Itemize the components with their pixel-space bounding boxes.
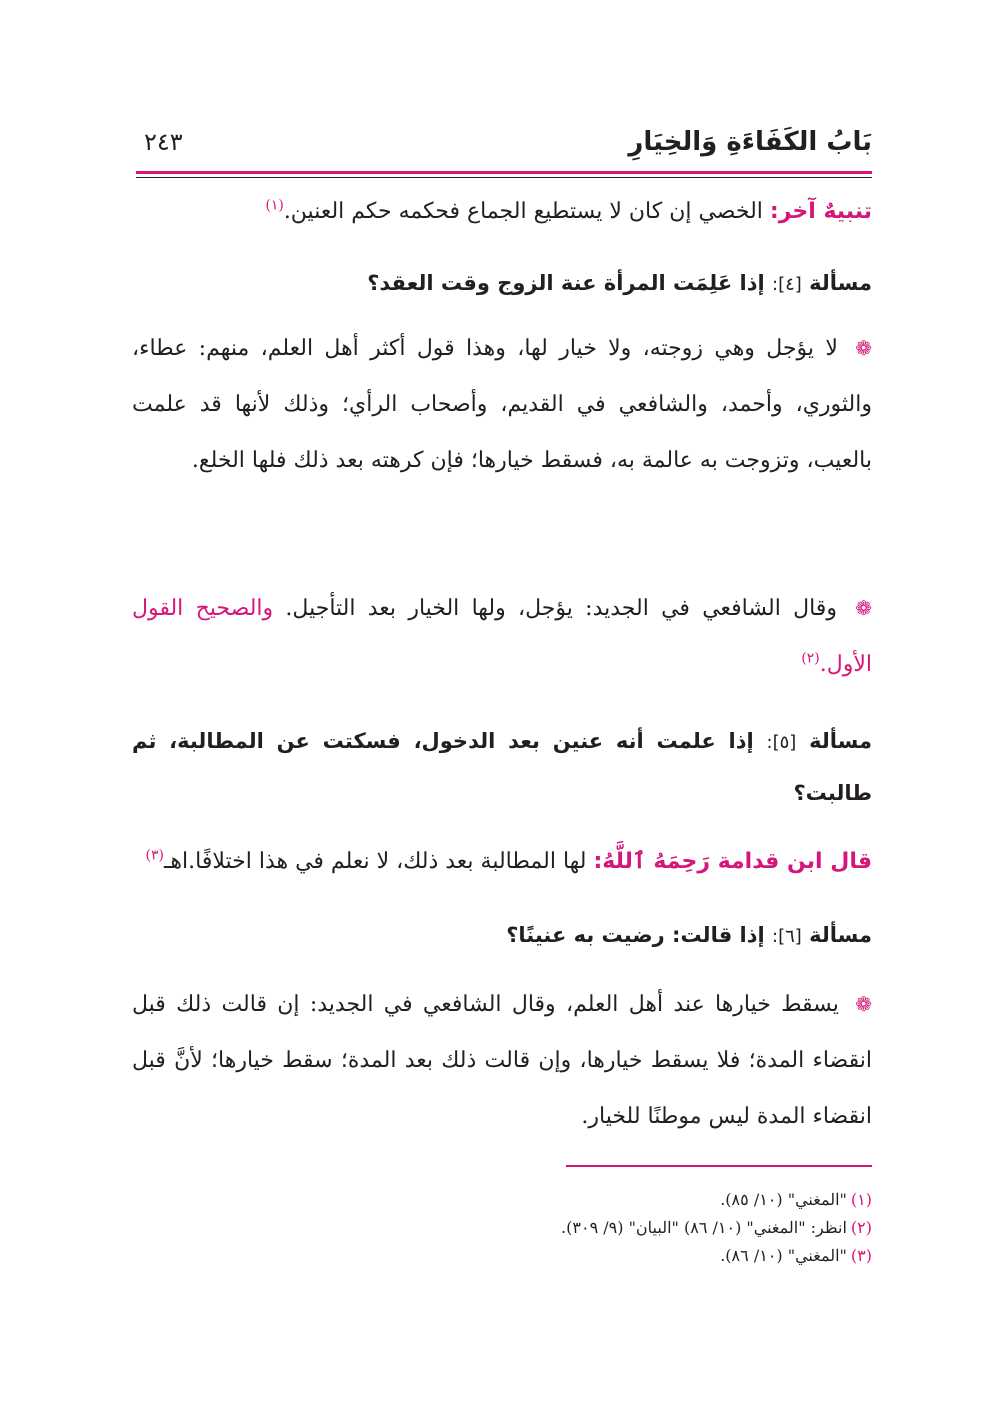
tanbih-label: تنبيهٌ آخر: (769, 199, 872, 224)
footnote-text: انظر: "المغني" (١٠/ ٨٦) "البيان" (٩/ ٣٠٩). (561, 1218, 847, 1237)
footnote-text: "المغني" (١٠/ ٨٦). (720, 1246, 847, 1265)
question-4 (132, 258, 872, 310)
footnote-ref-1[interactable]: (١) (265, 197, 284, 214)
footnote-number: (١) (850, 1190, 872, 1209)
quote-author: قال ابن قدامة رَحِمَهُ ٱللَّهُ: (593, 849, 872, 874)
paragraph-text: لا يؤجل وهي زوجته، ولا خيار لها، وهذا قول أكثر أهل العلم، منهم: عطاء، والثوري، وأحمد، والشافعي في القديم، وأصحاب الرأي؛ وذلك لأنها قد علمت بالعيب، وتزوجت به عالمة به، فسقط خيارها؛ فإن كرهته بعد ذلك فلها الخلع. (132, 336, 872, 473)
question-text: إذا عَلِمَت المرأة عنة الزوج وقت العقد؟ (367, 271, 772, 295)
header-rule-pink (136, 171, 872, 174)
tanbih-paragraph (132, 184, 872, 240)
footnote-separator (566, 1165, 872, 1167)
header-rule-dark (136, 177, 872, 178)
footnote-1 (132, 1186, 872, 1214)
question-6 (132, 910, 872, 962)
footnote-ref-2[interactable]: (٢) (801, 650, 820, 667)
quote-text: لها المطالبة بعد ذلك، لا نعلم في هذا اختلافًا.اهـ (163, 849, 594, 874)
footnote-text: "المغني" (١٠/ ٨٥). (720, 1190, 847, 1209)
footnote-number: (٢) (850, 1218, 872, 1237)
flower-icon: ❁ (855, 596, 872, 620)
question-number: [٤]: (772, 274, 802, 295)
answer-paragraph-3 (132, 976, 872, 1145)
question-text: إذا قالت: رضيت به عنينًا؟ (506, 923, 772, 947)
footnote-2 (132, 1214, 872, 1242)
tanbih-text: الخصي إن كان لا يستطيع الجماع فحكمه حكم العنين. (283, 199, 770, 224)
footnote-3 (132, 1242, 872, 1270)
answer-paragraph-1 (132, 320, 872, 489)
question-5 (132, 716, 872, 818)
question-label: مسألة (809, 729, 872, 753)
footnotes (132, 1186, 872, 1270)
footnote-number: (٣) (850, 1246, 872, 1265)
footnote-ref-3[interactable]: (٣) (145, 847, 164, 864)
preferred-opinion: والصحيح القول الأول. (132, 596, 872, 677)
paragraph-text: يسقط خيارها عند أهل العلم، وقال الشافعي في الجديد: إن قالت ذلك قبل انقضاء المدة؛ فلا يسقط خيارها، وإن قالت ذلك بعد المدة؛ سقط خيارها؛ لأنَّ قبل انقضاء المدة ليس موطنًا للخيار. (132, 992, 872, 1129)
question-text: إذا علمت أنه عنين بعد الدخول، فسكتت عن المطالبة، ثم طالبت؟ (132, 729, 872, 805)
quote-paragraph (132, 834, 872, 890)
flower-icon: ❁ (855, 992, 872, 1016)
running-title: بَابُ الكَفَاءَةِ وَالخِيَارِ (628, 127, 872, 157)
question-label: مسألة (809, 923, 872, 947)
page-number: ٢٤٣ (144, 128, 183, 156)
answer-paragraph-2 (132, 580, 872, 693)
paragraph-text: وقال الشافعي في الجديد: يؤجل، ولها الخيار بعد التأجيل. (273, 596, 850, 621)
question-number: [٥]: (766, 732, 797, 753)
question-number: [٦]: (772, 926, 802, 947)
page-header (136, 122, 872, 162)
flower-icon: ❁ (855, 336, 872, 360)
question-label: مسألة (809, 271, 872, 295)
